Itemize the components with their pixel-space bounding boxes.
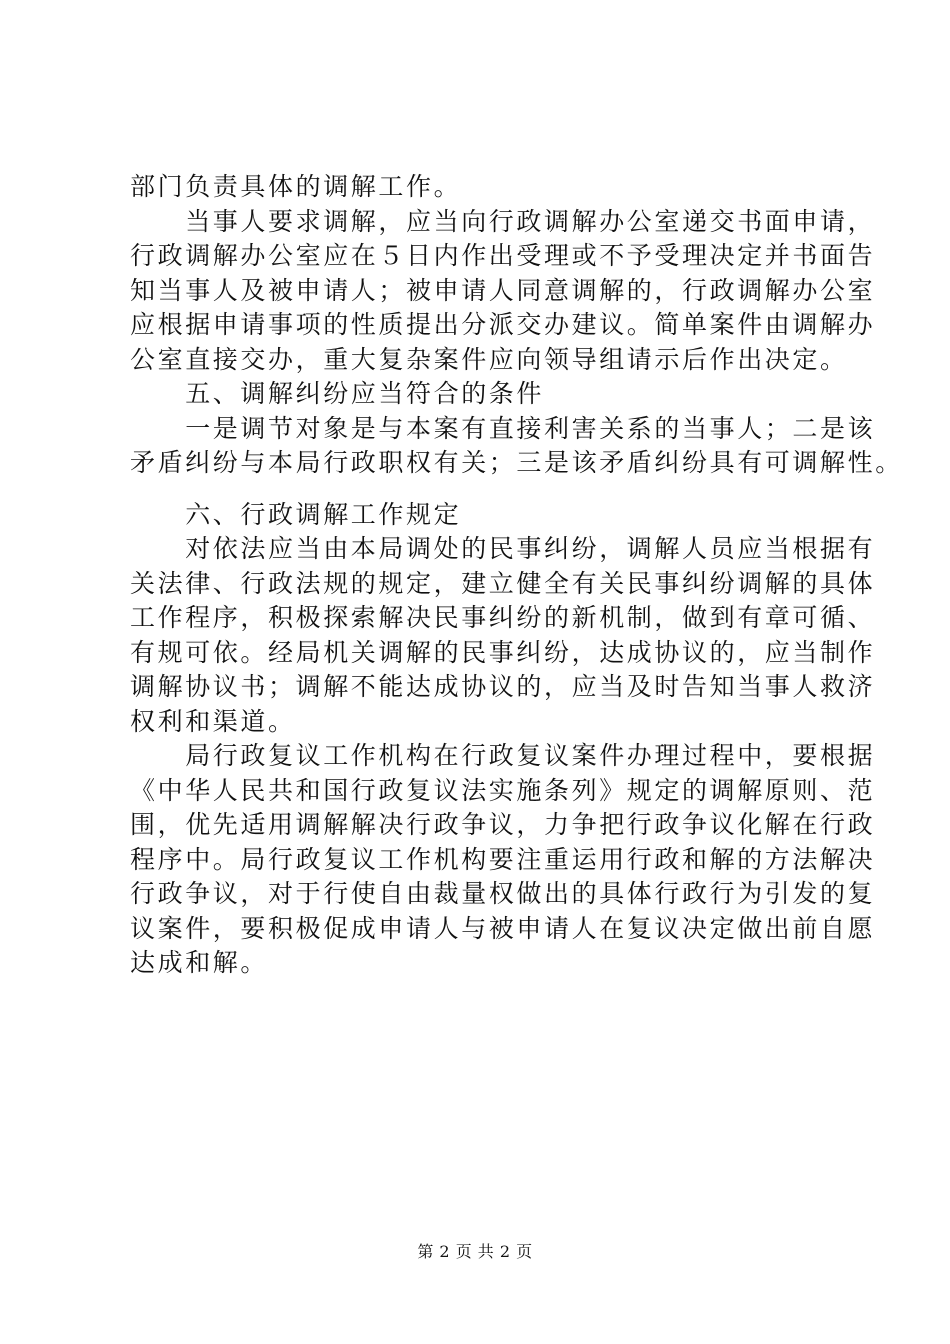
text-line: 行政争议，对于行使自由裁量权做出的具体行政行为引发的复 [130,879,876,908]
section-heading: 五、调解纠纷应当符合的条件 [130,379,545,408]
text-line: 公室直接交办，重大复杂案件应向领导组请示后作出决定。 [130,345,848,374]
text-line: 关法律、行政法规的规定，建立健全有关民事纠纷调解的具体 [130,569,876,598]
text-line: 工作程序，积极探索解决民事纠纷的新机制，做到有章可循、 [130,603,876,632]
text-line: 权利和渠道。 [130,707,296,736]
text-line: 应根据申请事项的性质提出分派交办建议。简单案件由调解办 [130,310,876,339]
text-line: 议案件，要积极促成申请人与被申请人在复议决定做出前自愿 [130,914,876,943]
section-heading: 六、行政调解工作规定 [130,500,462,529]
text-line: 知当事人及被申请人；被申请人同意调解的，行政调解办公室 [130,276,876,305]
text-line: 行政调解办公室应在５日内作出受理或不予受理决定并书面告 [130,241,876,270]
text-line: 当事人要求调解，应当向行政调解办公室递交书面申请， [130,207,876,236]
text-line: 一是调节对象是与本案有直接利害关系的当事人；二是该 [130,414,876,443]
text-line: 部门负责具体的调解工作。 [130,172,462,201]
text-line: 调解协议书；调解不能达成协议的，应当及时告知当事人救济 [130,672,876,701]
text-line: 程序中。局行政复议工作机构要注重运用行政和解的方法解决 [130,845,876,874]
text-line: 达成和解。 [130,948,269,977]
text-line: 围，优先适用调解解决行政争议，力争把行政争议化解在行政 [130,810,876,839]
page-number-footer: 第 2 页 共 2 页 [417,1242,533,1261]
text-line: 矛盾纠纷与本局行政职权有关；三是该矛盾纠纷具有可调解性。 [130,448,903,477]
text-line: 《中华人民共和国行政复议法实施条列》规定的调解原则、范 [130,776,876,805]
text-line: 有规可依。经局机关调解的民事纠纷，达成协议的，应当制作 [130,638,876,667]
text-line: 局行政复议工作机构在行政复议案件办理过程中，要根据 [130,741,876,770]
text-line: 对依法应当由本局调处的民事纠纷，调解人员应当根据有 [130,534,876,563]
